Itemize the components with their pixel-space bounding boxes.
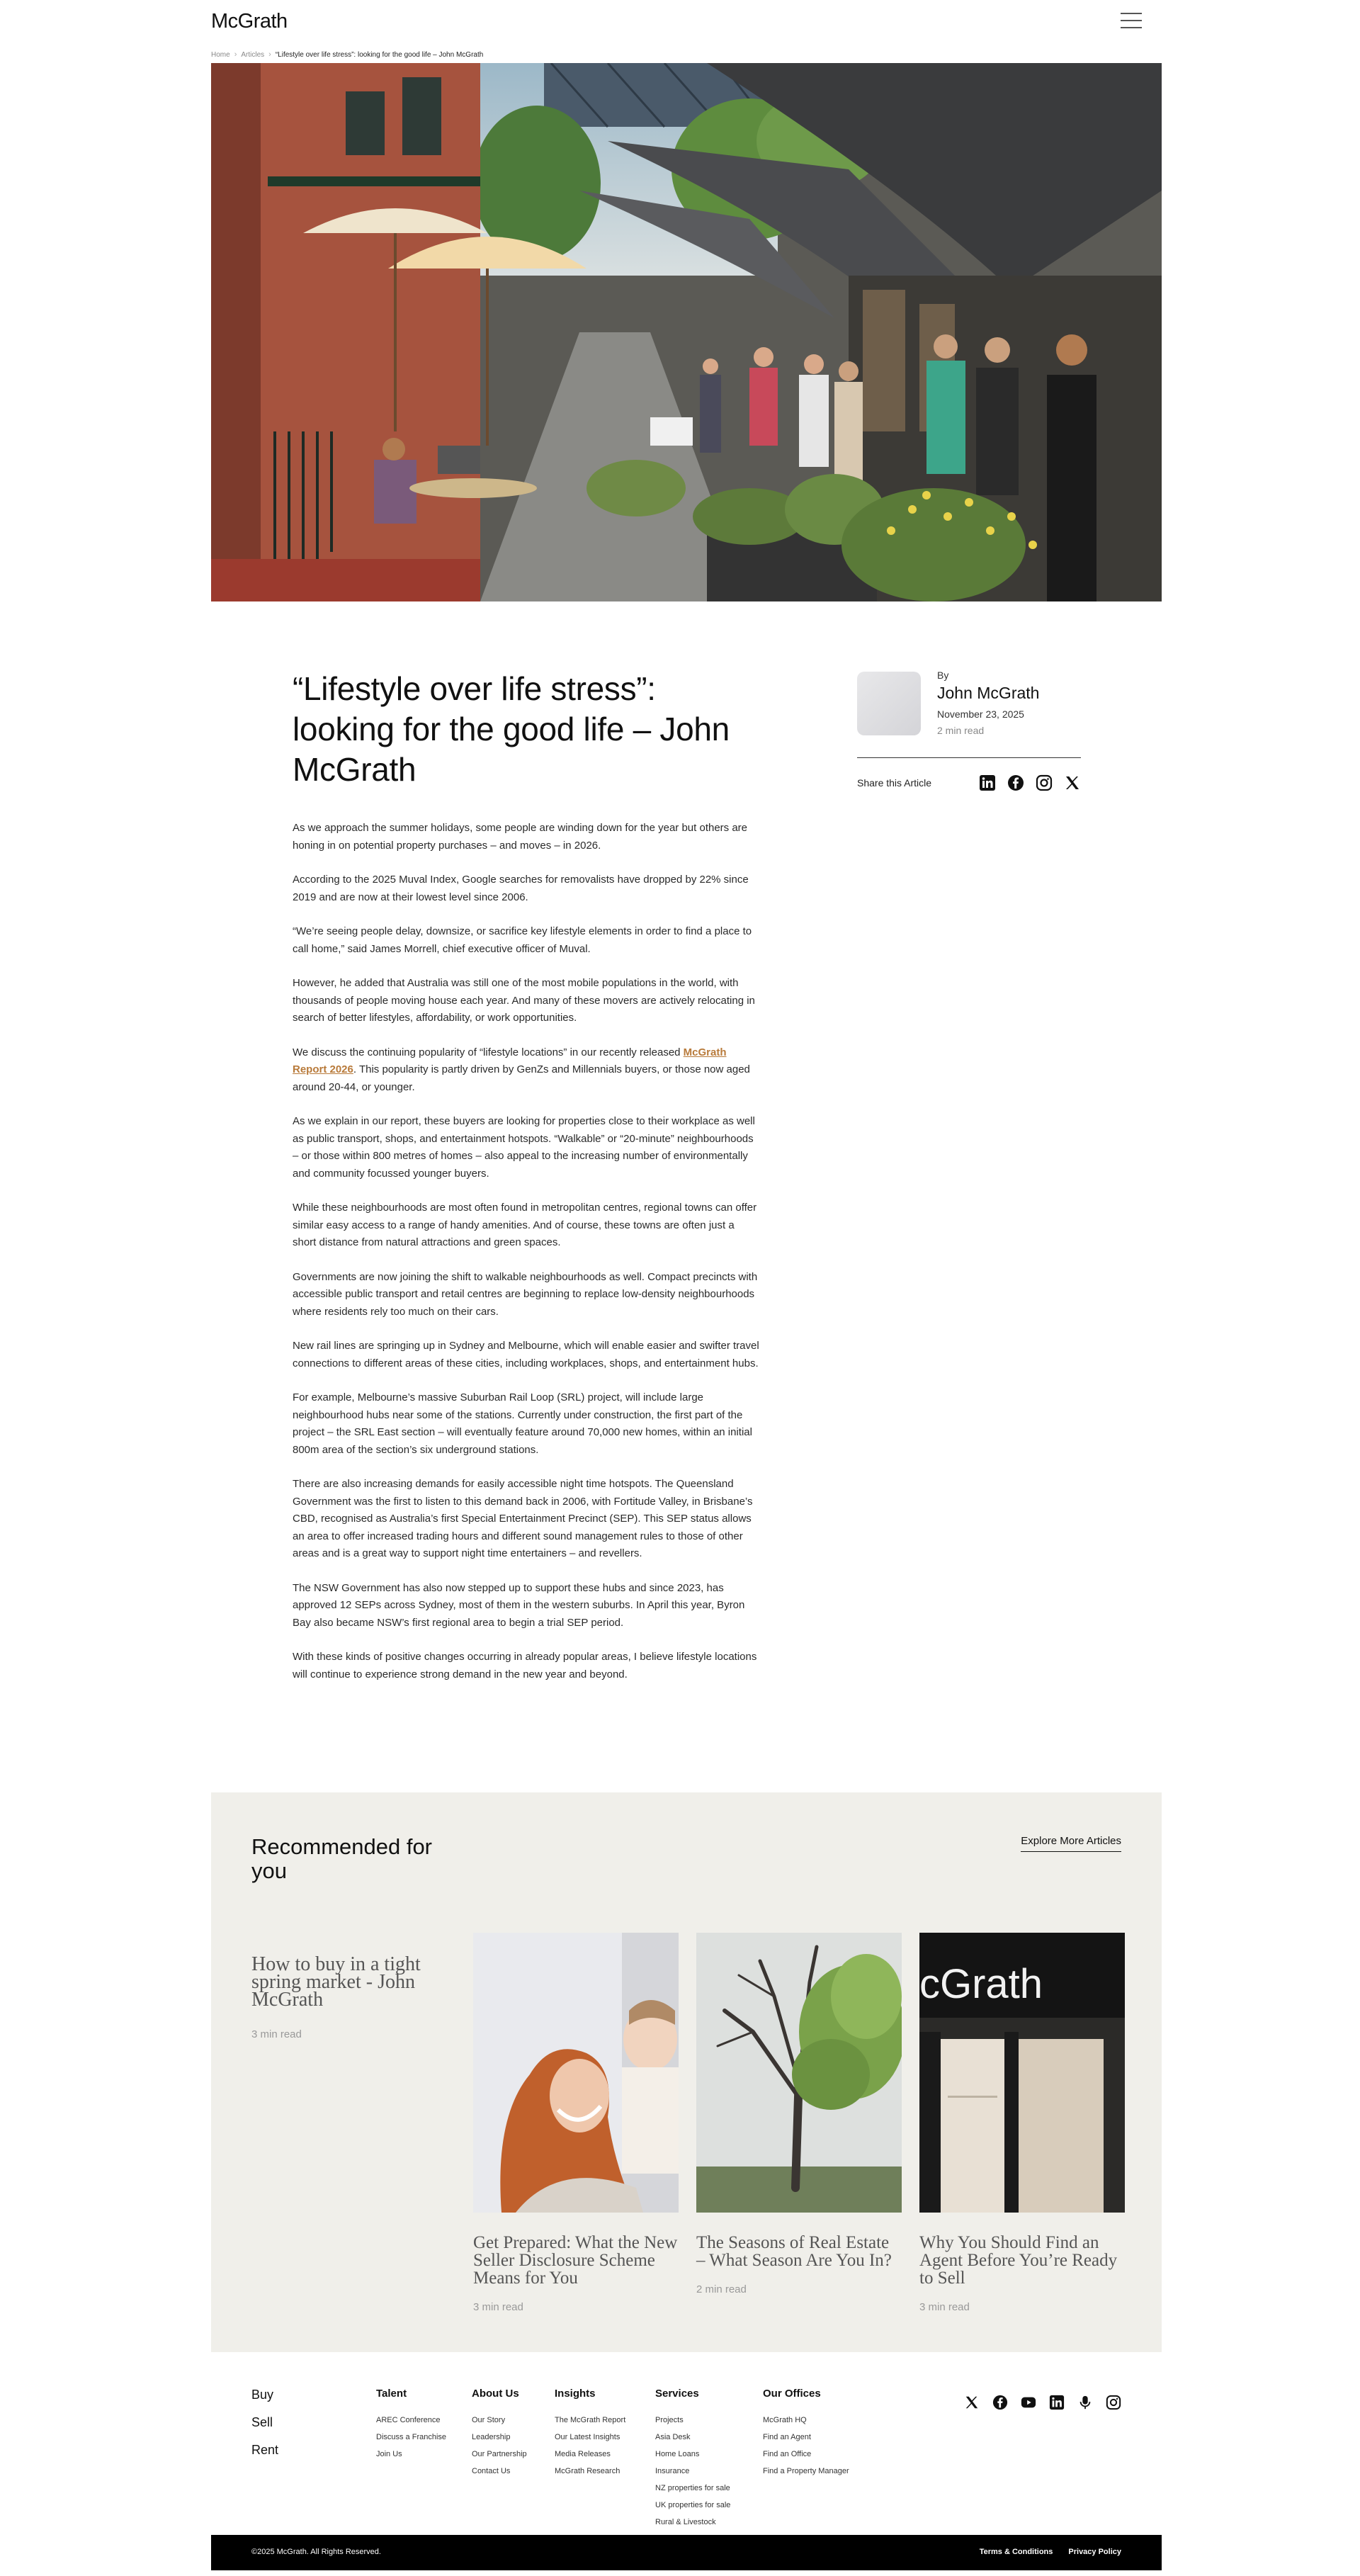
breadcrumb-current: “Lifestyle over life stress”: looking for the good life – John McGrath [275,50,484,59]
footer-link[interactable]: McGrath HQ [763,2416,807,2424]
card-title: Get Prepared: What the New Seller Disclosure Scheme Means for You [473,2233,678,2288]
article-paragraph: As we approach the summer holidays, some people are winding down for the year but others are honing in on potential property purchases – and moves – in 2026. [293,822,748,852]
article-paragraph: As we explain in our report, these buyers are looking for properties close to their workplace as well as public transport, shops, and entertainment hotspots. “Walkable” or “20-minute” neighbourhoods – or those within 800 metres of homes – also appeal to the increasing number of environmentally and community focussed younger buyers. [293,1115,755,1180]
footer-link[interactable]: Leadership [472,2433,511,2441]
article-paragraph: The NSW Government has also now stepped up to support these hubs and since 2023, has approved 12 SEPs across Sydney, most of them in the western suburbs. In April this year, Byron Bay also became NSW’s first regional area to begin a trial SEP period. [293,1581,745,1629]
footer-link[interactable]: AREC Conference [376,2416,441,2424]
instagram-icon[interactable] [1036,774,1053,791]
footer-link[interactable]: Our Latest Insights [555,2433,620,2441]
read-time: 2 min read [937,725,985,736]
footer-link[interactable]: NZ properties for sale [655,2484,730,2492]
footer-col-title: Our Offices [763,2388,821,2400]
facebook-icon[interactable] [1007,774,1024,791]
linkedin-icon[interactable] [1049,2395,1065,2410]
mcgrath-report-link[interactable]: McGrath Report 2026 [293,1046,727,1075]
footer-col-about [472,2388,527,2480]
read-time: 3 min read [919,2301,970,2313]
footer-buy-link[interactable]: Buy [251,2388,274,2402]
footer-link[interactable]: Find an Office [763,2450,812,2458]
footer-link[interactable]: Asia Desk [655,2433,691,2441]
article-paragraph: With these kinds of positive changes occurring in already popular areas, I believe lifestyle locations will continue to experience strong demand in the new year and beyond. [293,1651,757,1680]
footer-col-title: Insights [555,2388,596,2400]
author-by: By [937,670,949,681]
breadcrumb-home[interactable]: Home [211,50,230,59]
article-paragraph: While these neighbourhoods are most often found in metropolitan centres, regional towns can offer similar easy access to a range of handy amenities. And of course, these towns are often just a short distance from natural attractions and green spaces. [293,1202,757,1248]
author-name[interactable]: John McGrath [937,684,1040,702]
legal-links [980,2548,1121,2556]
footer-link[interactable]: Our Partnership [472,2450,527,2458]
copyright: ©2025 McGrath. All Rights Reserved. [251,2548,381,2556]
footer-link[interactable]: Projects [655,2416,684,2424]
avatar [857,672,921,735]
share-row [857,774,1081,791]
x-icon[interactable] [964,2395,980,2410]
footer-sell-link[interactable]: Sell [251,2415,273,2429]
privacy-link[interactable]: Privacy Policy [1068,2548,1121,2556]
recommended-section [211,1792,1162,2352]
read-time: 3 min read [251,2028,302,2040]
office-sign-text: cGrath [919,1961,1043,2007]
site-header [211,0,1149,45]
footer-link[interactable]: Our Story [472,2416,506,2424]
footer-link[interactable]: Home Loans [655,2450,700,2458]
linkedin-icon[interactable] [979,774,996,791]
article-paragraph [293,1044,760,1097]
footer-link[interactable]: McGrath Research [555,2467,620,2475]
article-paragraph: New rail lines are springing up in Sydney and Melbourne, which will enable easier and swifter travel connections to different areas of these cities, including workplaces, shops, and entertainment hubs. [293,1340,759,1369]
recommended-title: Recommended for you [251,1834,433,1883]
chevron-right-icon: › [268,50,271,59]
footer-link[interactable]: The McGrath Report [555,2416,626,2424]
terms-link[interactable]: Terms & Conditions [979,2548,1053,2556]
footer-bottom-bar [211,2535,1162,2570]
footer-link[interactable]: Find an Agent [763,2433,811,2441]
card-title: The Seasons of Real Estate – What Season Are You In? [696,2233,892,2270]
recommended-card[interactable] [919,1933,1125,2313]
article-paragraph: There are also increasing demands for easily accessible night time hotspots. The Queensland Government was the first to listen to this demand back in 2006, with Fortitude Valley, in Brisbane’s CBD, recognised as Australia’s first Special Entertainment Precinct (SEP). This SEP status allows an area to offer increased trading hours and different sound management rules to those of other areas and is a great way to support night time entertainers – and revellers. [293,1478,753,1559]
footer-link[interactable]: Join Us [376,2450,402,2458]
recommended-card[interactable] [696,1933,902,2295]
share-label: Share this Article [857,777,932,789]
read-time: 3 min read [473,2301,523,2313]
facebook-icon[interactable] [992,2395,1008,2410]
article-paragraph: “We’re seeing people delay, downsize, or sacrifice key lifestyle elements in order to find a place to call home,” said James Morrell, chief executive officer of Muval. [293,925,752,955]
footer-link[interactable]: Media Releases [555,2450,611,2458]
chevron-right-icon: › [234,50,237,59]
footer-link[interactable]: Contact Us [472,2467,511,2475]
paragraph-text: We discuss the continuing popularity of “lifestyle locations” in our recently released [293,1046,684,1058]
footer-link[interactable]: Find a Property Manager [763,2467,849,2475]
paragraph-text: . This popularity is partly driven by GenZs and Millennials buyers, or those now aged around 20-44, or younger. [293,1063,750,1093]
card-image [919,1933,1125,2213]
article-title: “Lifestyle over life stress”: looking for the good life – John McGrath [293,670,730,788]
footer-col-talent [376,2388,446,2463]
podcast-icon[interactable] [1077,2395,1093,2410]
x-icon[interactable] [1064,774,1081,791]
footer-col-services [655,2388,730,2531]
footer-social-icons [964,2395,1121,2410]
youtube-icon[interactable] [1021,2395,1036,2410]
recommended-card[interactable] [473,1933,679,2313]
author-date: November 23, 2025 [937,708,1024,720]
article-paragraph: Governments are now joining the shift to walkable neighbourhoods as well. Compact precincts with accessible public transport and retail centres are beginning to replace low-density neighbourhoods where residents rely too much on their cars. [293,1270,758,1318]
hero-image [211,63,1162,601]
breadcrumb [211,50,483,59]
footer-rent-link[interactable]: Rent [251,2443,279,2457]
footer-main-links [251,2388,278,2470]
breadcrumb-articles[interactable]: Articles [241,50,265,59]
footer-link[interactable]: Insurance [655,2467,690,2475]
share-icons [979,774,1081,791]
footer-col-offices [763,2388,849,2480]
card-image [696,1933,902,2213]
footer-col-title: Services [655,2388,699,2400]
footer-link[interactable]: UK properties for sale [655,2501,731,2509]
footer-link[interactable]: Discuss a Franchise [376,2433,447,2441]
read-time: 2 min read [696,2283,747,2295]
card-image [473,1933,679,2213]
explore-more-articles-link[interactable]: Explore More Articles [1021,1835,1121,1852]
footer-col-title: About Us [472,2388,519,2400]
footer-link[interactable]: Rural & Livestock [655,2518,716,2526]
article-paragraph: For example, Melbourne’s massive Suburban Rail Loop (SRL) project, will include large neighbourhood hubs near some of the stations. Currently under construction, the first part of the project – the SRL East section – will eventually feature around 70,000 new homes, within an initial 800m area of the section’s six underground stations. [293,1391,752,1456]
menu-icon[interactable] [1121,13,1142,30]
logo[interactable]: McGrath [211,10,288,33]
divider [857,757,1081,758]
card-title: How to buy in a tight spring market - John McGrath [251,1953,421,2011]
recommended-text-card[interactable] [251,1955,421,2040]
footer-col-title: Talent [376,2388,407,2400]
instagram-icon[interactable] [1106,2395,1121,2410]
footer-col-insights [555,2388,625,2480]
article-paragraph: However, he added that Australia was still one of the most mobile populations in the world, with thousands of people moving house each year. And many of these movers are actively relocating in search of better lifestyles, affordability, or work opportunities. [293,977,755,1024]
article-paragraph: According to the 2025 Muval Index, Google searches for removalists have dropped by 22% since 2019 and are now at their lowest level since 2006. [293,874,749,903]
article-body [293,820,760,1700]
card-title: Why You Should Find an Agent Before You’re Ready to Sell [919,2233,1118,2288]
